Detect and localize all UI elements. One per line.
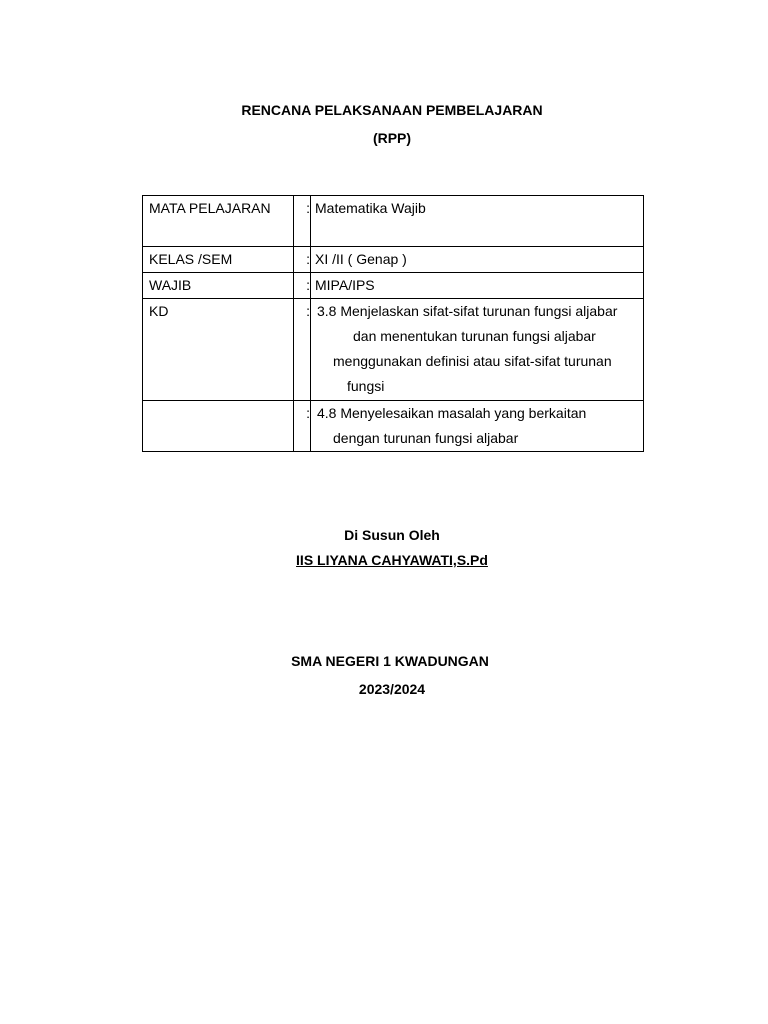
table-row <box>143 247 644 273</box>
row-separator: : <box>294 401 311 452</box>
table-row <box>143 299 644 401</box>
row-label: WAJIB <box>143 273 294 299</box>
row-separator: : <box>294 247 311 273</box>
table-row <box>143 196 644 247</box>
row-label: KD <box>143 299 294 401</box>
row-value: MIPA/IPS <box>311 273 644 299</box>
kd-line: dengan turunan fungsi aljabar <box>333 430 519 446</box>
author-name: IIS LIYANA CAHYAWATI,S.Pd <box>296 552 488 568</box>
document-subtitle: (RPP) <box>372 130 412 146</box>
row-label <box>143 401 294 452</box>
row-separator: : <box>294 299 311 401</box>
table-row <box>143 273 644 299</box>
kd-4-8-value <box>311 401 644 452</box>
kd-line: 4.8 Menyelesaikan masalah yang berkaitan <box>317 405 587 421</box>
kd-line: menggunakan definisi atau sifat-sifat turunan <box>333 353 612 369</box>
row-separator: : <box>294 196 311 247</box>
row-separator: : <box>294 273 311 299</box>
row-value: Matematika Wajib <box>311 196 644 247</box>
row-label: MATA PELAJARAN <box>143 196 294 247</box>
table-row <box>143 401 644 452</box>
kd-line: fungsi <box>347 378 385 394</box>
row-label: KELAS /SEM <box>143 247 294 273</box>
row-value: XI /II ( Genap ) <box>311 247 644 273</box>
prepared-by-label: Di Susun Oleh <box>344 527 440 543</box>
document-title: RENCANA PELAKSANAAN PEMBELAJARAN <box>241 102 543 118</box>
identity-table <box>142 195 644 452</box>
kd-line: 3.8 Menjelaskan sifat-sifat turunan fungsi aljabar <box>317 303 618 319</box>
kd-line: dan menentukan turunan fungsi aljabar <box>353 328 596 344</box>
academic-year: 2023/2024 <box>358 681 426 697</box>
kd-3-8-value <box>311 299 644 401</box>
school-name: SMA NEGERI 1 KWADUNGAN <box>291 653 489 669</box>
